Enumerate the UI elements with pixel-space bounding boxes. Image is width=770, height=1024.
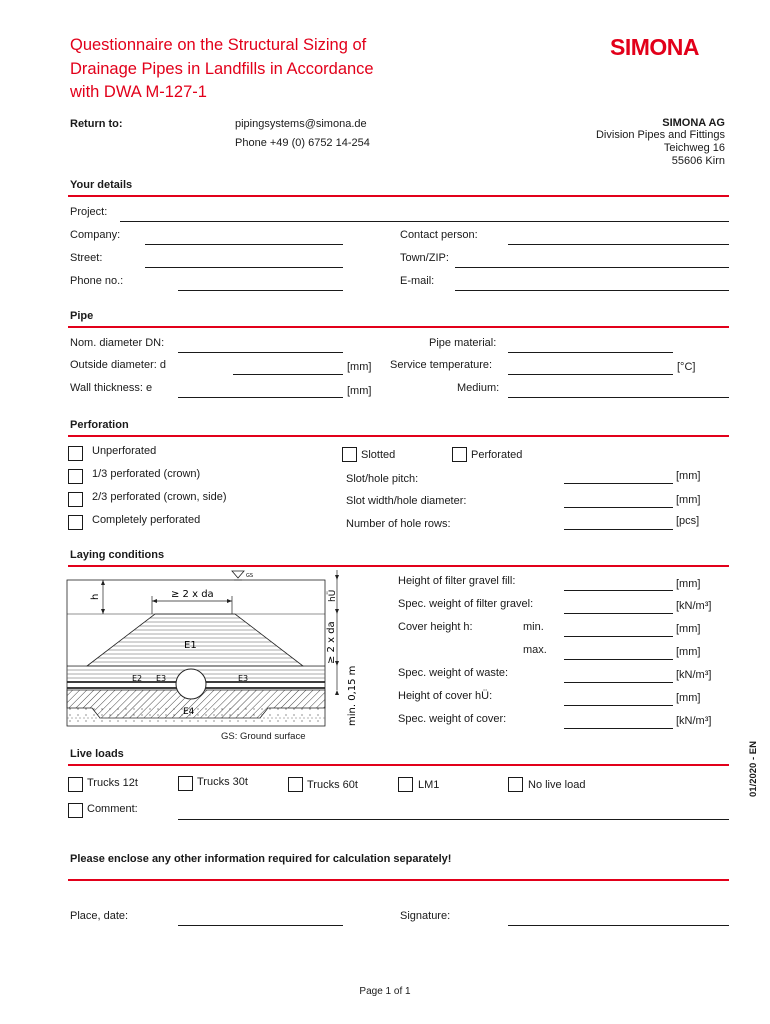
e4-label: E4 bbox=[183, 707, 195, 717]
section-divider bbox=[68, 435, 729, 437]
company-division: Division Pipes and Fittings bbox=[595, 129, 725, 141]
spec-weight-filter-field[interactable] bbox=[564, 613, 673, 614]
section-perforation: Perforation bbox=[70, 419, 129, 431]
e3-left-label: E3 bbox=[156, 674, 167, 683]
perforated-label: Perforated bbox=[471, 449, 523, 461]
place-date-field[interactable] bbox=[178, 925, 343, 926]
slot-width-label: Slot width/hole diameter: bbox=[346, 495, 467, 507]
street-field[interactable] bbox=[145, 267, 343, 268]
section-your-details: Your details bbox=[70, 179, 133, 191]
perforated-2-3-label: 2/3 perforated (crown, side) bbox=[92, 491, 227, 503]
phone-field[interactable] bbox=[178, 290, 343, 291]
trucks-12t-label: Trucks 12t bbox=[87, 777, 138, 789]
hole-rows-label: Number of hole rows: bbox=[346, 518, 451, 530]
section-pipe: Pipe bbox=[70, 310, 94, 322]
spec-weight-cover-field[interactable] bbox=[564, 728, 673, 729]
project-field[interactable] bbox=[120, 221, 729, 222]
pipe-material-field[interactable] bbox=[508, 352, 673, 353]
place-date-label: Place, date: bbox=[70, 910, 129, 922]
company-street: Teichweg 16 bbox=[663, 142, 725, 154]
completely-perforated-label: Completely perforated bbox=[92, 514, 201, 526]
company-field[interactable] bbox=[145, 244, 343, 245]
height-filter-label: Height of filter gravel fill: bbox=[398, 575, 516, 587]
diagram-caption: GS: Ground surface bbox=[221, 731, 306, 742]
unit-mm: [mm] bbox=[676, 692, 701, 704]
town-zip-label: Town/ZIP: bbox=[400, 252, 449, 264]
simona-logo: SIMONA bbox=[610, 34, 699, 60]
wall-thickness-label: Wall thickness: e bbox=[70, 382, 153, 394]
unit-mm: [mm] bbox=[676, 646, 701, 658]
enclose-notice: Please enclose any other information required for calculation separately! bbox=[70, 853, 452, 865]
hole-rows-field[interactable] bbox=[564, 529, 673, 530]
comment-field[interactable] bbox=[178, 819, 729, 820]
contact-person-field[interactable] bbox=[508, 244, 729, 245]
service-temperature-field[interactable] bbox=[508, 374, 673, 375]
perforated-2-3-checkbox[interactable] bbox=[68, 492, 83, 507]
cover-height-max-label: max. bbox=[523, 644, 547, 656]
company-label: Company: bbox=[70, 229, 121, 241]
company-city: 55606 Kirn bbox=[671, 155, 725, 167]
cover-height-min-field[interactable] bbox=[564, 636, 673, 637]
unit-mm: [mm] bbox=[347, 361, 372, 373]
width-dimension-label: ≥ 2 x da bbox=[171, 589, 214, 600]
wall-thickness-field[interactable] bbox=[178, 397, 343, 398]
unperforated-checkbox[interactable] bbox=[68, 446, 83, 461]
project-label: Project: bbox=[70, 206, 108, 218]
comment-checkbox[interactable] bbox=[68, 803, 83, 818]
town-zip-field[interactable] bbox=[455, 267, 729, 268]
section-divider bbox=[68, 879, 729, 881]
trucks-60t-checkbox[interactable] bbox=[288, 777, 303, 792]
trucks-30t-label: Trucks 30t bbox=[197, 776, 248, 788]
e2-label: E2 bbox=[132, 674, 143, 683]
no-live-load-label: No live load bbox=[528, 779, 586, 791]
phone-label: Phone no.: bbox=[70, 275, 124, 287]
spec-weight-cover-label: Spec. weight of cover: bbox=[398, 713, 507, 725]
title-line-1: Questionnaire on the Structural Sizing of bbox=[70, 36, 367, 54]
gs-marker-text: GS bbox=[246, 573, 254, 579]
street-label: Street: bbox=[70, 252, 103, 264]
slotted-label: Slotted bbox=[361, 449, 396, 461]
e3-right-label: E3 bbox=[238, 674, 249, 683]
slotted-checkbox[interactable] bbox=[342, 447, 357, 462]
spec-weight-waste-field[interactable] bbox=[564, 682, 673, 683]
perforated-1-3-checkbox[interactable] bbox=[68, 469, 83, 484]
outside-diameter-label: Outside diameter: d bbox=[70, 359, 166, 371]
service-temperature-label: Service temperature: bbox=[390, 359, 493, 371]
spec-weight-waste-label: Spec. weight of waste: bbox=[398, 667, 509, 679]
title-line-2: Drainage Pipes in Landfills in Accordance bbox=[70, 59, 374, 78]
completely-perforated-checkbox[interactable] bbox=[68, 515, 83, 530]
unit-mm: [mm] bbox=[347, 385, 372, 397]
min-dimension-label: min. 0,15 m bbox=[347, 665, 358, 726]
medium-label: Medium: bbox=[457, 382, 500, 394]
nom-diameter-field[interactable] bbox=[178, 352, 343, 353]
cover-height-min-label: min. bbox=[523, 621, 544, 633]
email-field[interactable] bbox=[455, 290, 729, 291]
trucks-30t-checkbox[interactable] bbox=[178, 776, 193, 791]
page-number: Page 1 of 1 bbox=[359, 986, 411, 997]
comment-label: Comment: bbox=[87, 803, 138, 815]
lm1-label: LM1 bbox=[418, 779, 440, 791]
signature-field[interactable] bbox=[508, 925, 729, 926]
unit-mm: [mm] bbox=[676, 470, 701, 482]
no-live-load-checkbox[interactable] bbox=[508, 777, 523, 792]
perforated-1-3-label: 1/3 perforated (crown) bbox=[92, 468, 201, 480]
contact-email: pipingsystems@simona.de bbox=[235, 118, 367, 130]
lm1-checkbox[interactable] bbox=[398, 777, 413, 792]
unit-pcs: [pcs] bbox=[676, 515, 700, 527]
outside-diameter-field[interactable] bbox=[233, 374, 343, 375]
height-cover-field[interactable] bbox=[564, 705, 673, 706]
unit-mm: [mm] bbox=[676, 623, 701, 635]
document-title bbox=[70, 34, 410, 105]
medium-field[interactable] bbox=[508, 397, 729, 398]
unit-kn-m3: [kN/m³] bbox=[676, 600, 712, 612]
unperforated-label: Unperforated bbox=[92, 445, 157, 457]
height-cover-label: Height of cover hÜ: bbox=[398, 690, 493, 702]
return-to-label: Return to: bbox=[70, 118, 123, 130]
unit-mm: [mm] bbox=[676, 578, 701, 590]
pipe-material-label: Pipe material: bbox=[429, 337, 497, 349]
slot-hole-pitch-field[interactable] bbox=[564, 483, 673, 484]
hu-dimension-label: hÜ bbox=[328, 589, 338, 602]
cover-height-label: Cover height h: bbox=[398, 621, 473, 633]
e1-label: E1 bbox=[184, 640, 197, 651]
section-divider bbox=[68, 326, 729, 328]
title-line-3: with DWA M-127-1 bbox=[70, 83, 207, 101]
nom-diameter-label: Nom. diameter DN: bbox=[70, 337, 165, 349]
trucks-12t-checkbox[interactable] bbox=[68, 777, 83, 792]
subsoil bbox=[67, 708, 325, 726]
company-name: SIMONA AG bbox=[662, 117, 725, 129]
document-version: 01/2020 - EN bbox=[748, 741, 759, 797]
contact-person-label: Contact person: bbox=[400, 229, 478, 241]
unit-mm: [mm] bbox=[676, 494, 701, 506]
unit-kn-m3: [kN/m³] bbox=[676, 669, 712, 681]
section-live-loads: Live loads bbox=[70, 748, 124, 760]
section-laying-conditions: Laying conditions bbox=[70, 549, 165, 561]
spec-weight-filter-label: Spec. weight of filter gravel: bbox=[398, 598, 534, 610]
cover-height-max-field[interactable] bbox=[564, 659, 673, 660]
contact-phone: Phone +49 (0) 6752 14-254 bbox=[235, 137, 370, 149]
height-filter-field[interactable] bbox=[564, 590, 673, 591]
perforated-checkbox[interactable] bbox=[452, 447, 467, 462]
slot-hole-pitch-label: Slot/hole pitch: bbox=[346, 473, 419, 485]
unit-kn-m3: [kN/m³] bbox=[676, 715, 712, 727]
signature-label: Signature: bbox=[400, 910, 451, 922]
trucks-60t-label: Trucks 60t bbox=[307, 779, 358, 791]
section-divider bbox=[68, 764, 729, 766]
slot-width-field[interactable] bbox=[564, 507, 673, 508]
vertical-dimension-label: ≥ 2 x da bbox=[326, 621, 337, 664]
section-divider bbox=[68, 565, 729, 567]
email-label: E-mail: bbox=[400, 275, 435, 287]
pipe-circle bbox=[176, 669, 206, 699]
laying-diagram bbox=[60, 568, 370, 740]
unit-celsius: [°C] bbox=[677, 361, 696, 373]
section-divider bbox=[68, 195, 729, 197]
h-dimension-label: h bbox=[90, 593, 101, 600]
